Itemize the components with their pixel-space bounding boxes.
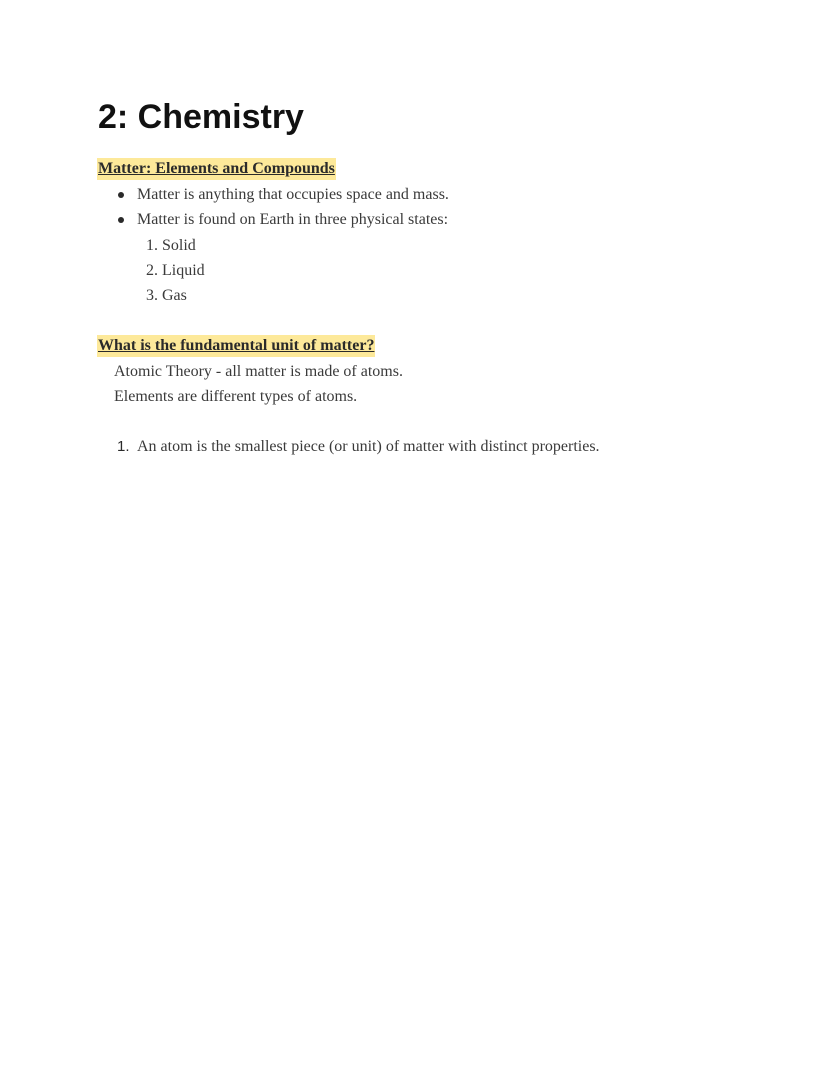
bullet-item: Matter is anything that occupies space and mass. (137, 186, 449, 203)
paragraph-line: Atomic Theory - all matter is made of atoms. (114, 363, 403, 380)
section-heading-matter: Matter: Elements and Compounds (97, 158, 336, 180)
state-item-liquid: 2. Liquid (146, 262, 205, 279)
paragraph-line: Elements are different types of atoms. (114, 388, 358, 405)
bullet-dot (118, 192, 124, 198)
bullet-dot (118, 217, 124, 223)
bullet-item: Matter is found on Earth in three physical states: (137, 211, 449, 228)
numbered-item: An atom is the smallest piece (or unit) of matter with distinct properties. (137, 438, 600, 455)
list-number: 1. (117, 438, 130, 455)
state-item-gas: 3. Gas (146, 287, 187, 304)
section-heading-fundamental-unit: What is the fundamental unit of matter? (97, 335, 375, 357)
page-title: 2: Chemistry (98, 98, 304, 136)
state-item-solid: 1. Solid (146, 237, 196, 254)
